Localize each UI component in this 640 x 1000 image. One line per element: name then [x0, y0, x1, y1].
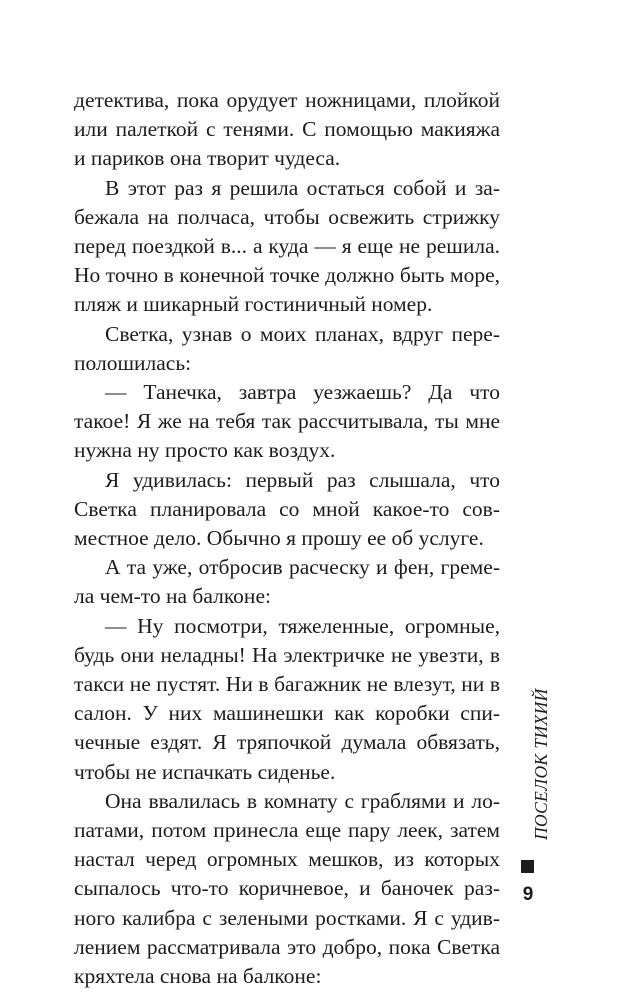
running-head: ПОСЕЛОК ТИХИЙ — [531, 688, 551, 840]
paragraph: В этот раз я решила остаться собой и забежала на полчаса, чтобы освежить стрижку перед поездкой в... а куда — я еще не решила. Но точно в конечной точке должно быть море, пляж и шикарный гостиничный номер. — [74, 175, 500, 317]
paragraph: детектива, пока орудует ножницами, плойкой или палеткой с тенями. С помощью макияжа и париков она творит чудеса. — [74, 88, 500, 171]
paragraph: — Танечка, завтра уезжаешь? Да что такое! Я же на тебя так рассчитывала, ты мне нужна ну просто как воздух. — [74, 380, 500, 463]
paragraph: Светка, узнав о моих планах, вдруг переполошилась: — [74, 321, 500, 375]
page-number: 9 — [522, 884, 534, 905]
paragraph: Она ввалилась в комнату с граблями и лопатами, потом принесла еще пару леек, затем настал черед огромных мешков, из которых сыпалось что-то коричневое, и баночек разного калибра с зелеными ростками. Я с удивлением рассматривала это добро, пока Светка кряхтела снова на балконе: — [74, 788, 500, 989]
paragraph: — Ну посмотри, тяжеленные, огромные, будь они неладны! На электричке не увезти, в такси не пустят. Ни в багажник не влезут, ни в салон. У них машинешки как коробки спичечные ездят. Я тряпочкой думала обвязать, чтобы не испачкать сиденье. — [74, 613, 500, 784]
paragraph: А та уже, отбросив расческу и фен, гремела чем-то на балконе: — [74, 555, 500, 609]
body-text — [74, 86, 500, 991]
square-marker-icon — [521, 860, 534, 873]
paragraph: Я удивилась: первый раз слышала, что Светка планировала со мной какое-то совместное дело. Обычно я прошу ее об услуге. — [74, 467, 500, 551]
